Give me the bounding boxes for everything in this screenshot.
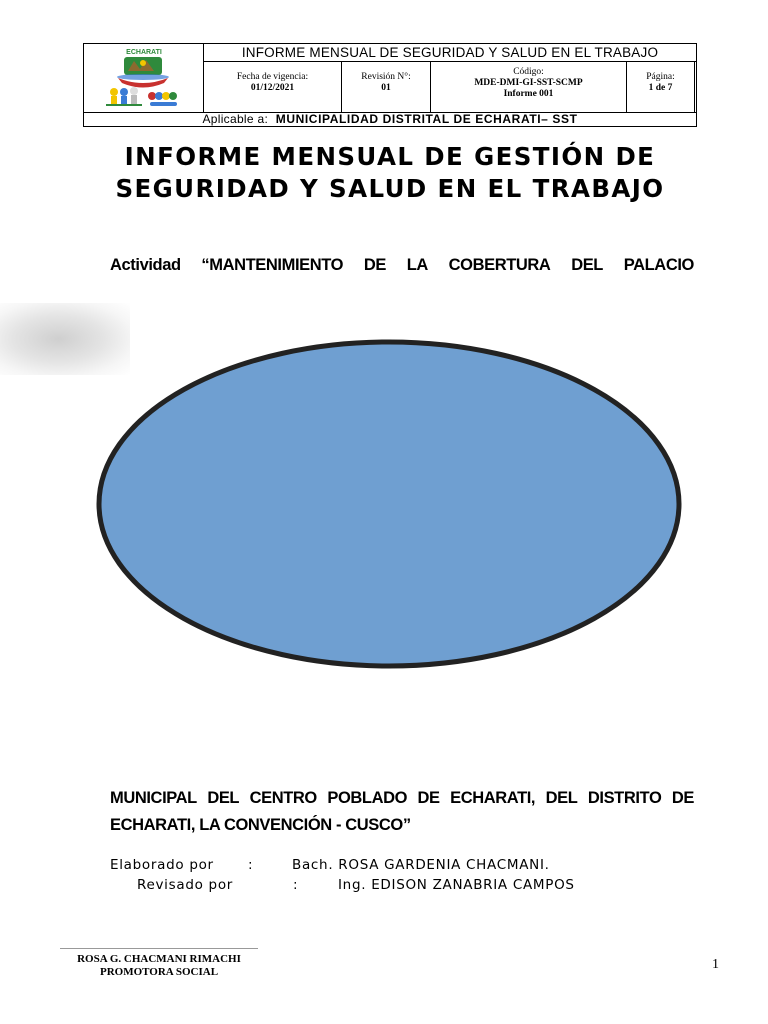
signer-role: PROMOTORA SOCIAL (99, 966, 219, 978)
continuation-word: POBLADO (327, 789, 408, 807)
reviewed-by-label: Revisado por (137, 877, 234, 893)
prepared-by-name: Bach. ROSA GARDENIA CHACMANI. (292, 857, 550, 873)
effective-date-label: Fecha de vigencia: (236, 72, 309, 82)
placeholder-image-frame (92, 336, 686, 672)
continuation-word: DE (671, 789, 694, 807)
safety-workers-icon (106, 87, 177, 106)
continuation-word: DE (417, 789, 440, 807)
revision-label: Revisión N°: (361, 72, 411, 82)
activity-continuation (110, 785, 694, 839)
continuation-word: MUNICIPAL (110, 789, 197, 807)
signature-line (60, 948, 258, 949)
activity-word: COBERTURA (448, 256, 551, 274)
continuation-word: ECHARATI, (450, 789, 536, 807)
code-value: MDE-DMI-GI-SST-SCMP (474, 78, 583, 88)
document-title: INFORME MENSUAL DE GESTIÓN DE SEGURIDAD Y SALUD EN EL TRABAJO (115, 142, 665, 203)
revision-cell (342, 62, 431, 112)
page-cell (627, 62, 695, 112)
page-number: 1 (712, 957, 719, 972)
applies-label: Aplicable a: (202, 112, 269, 126)
report-number: Informe 001 (503, 89, 554, 99)
activity-line (110, 256, 694, 275)
revision-value: 01 (381, 83, 391, 93)
activity-word: LA (406, 256, 428, 274)
prepared-by-label: Elaborado por (110, 857, 214, 873)
page-value: 1 de 7 (648, 83, 673, 93)
activity-word: “MANTENIMIENTO (201, 256, 344, 274)
municipal-coat-of-arms-icon (84, 44, 202, 110)
code-label: Código: (513, 67, 544, 77)
continuation-line-2: ECHARATI, LA CONVENCIÓN - CUSCO” (110, 816, 411, 834)
prepared-by-separator: : (248, 857, 254, 873)
reviewed-by-name: Ing. EDISON ZANABRIA CAMPOS (338, 877, 575, 893)
continuation-word: DEL (207, 789, 240, 807)
continuation-word: CENTRO (249, 789, 317, 807)
continuation-word: DEL (545, 789, 578, 807)
signer-name: ROSA G. CHACMANI RIMACHI (77, 953, 241, 965)
applies-to-row (84, 112, 696, 127)
activity-word: PALACIO (623, 256, 694, 274)
header-logo-cell (84, 44, 204, 112)
applies-organization: MUNICIPALIDAD DISTRITAL DE ECHARATI– SST (275, 112, 578, 126)
activity-word: DE (363, 256, 386, 274)
document-header-table (83, 43, 697, 127)
header-title: INFORME MENSUAL DE SEGURIDAD Y SALUD EN EL TRABAJO (204, 44, 696, 62)
reviewed-by-separator: : (293, 877, 299, 893)
code-cell (431, 62, 627, 112)
page-label: Página: (646, 72, 675, 82)
activity-word: DEL (571, 256, 603, 274)
logo-label: ECHARATI (126, 49, 162, 56)
activity-word: Actividad (110, 256, 181, 274)
effective-date-cell (204, 62, 342, 112)
blue-ellipse-shape (92, 336, 686, 672)
continuation-line-1 (110, 785, 694, 812)
effective-date-value: 01/12/2021 (250, 83, 295, 93)
signature-block (60, 953, 258, 979)
continuation-word: DISTRITO (587, 789, 662, 807)
